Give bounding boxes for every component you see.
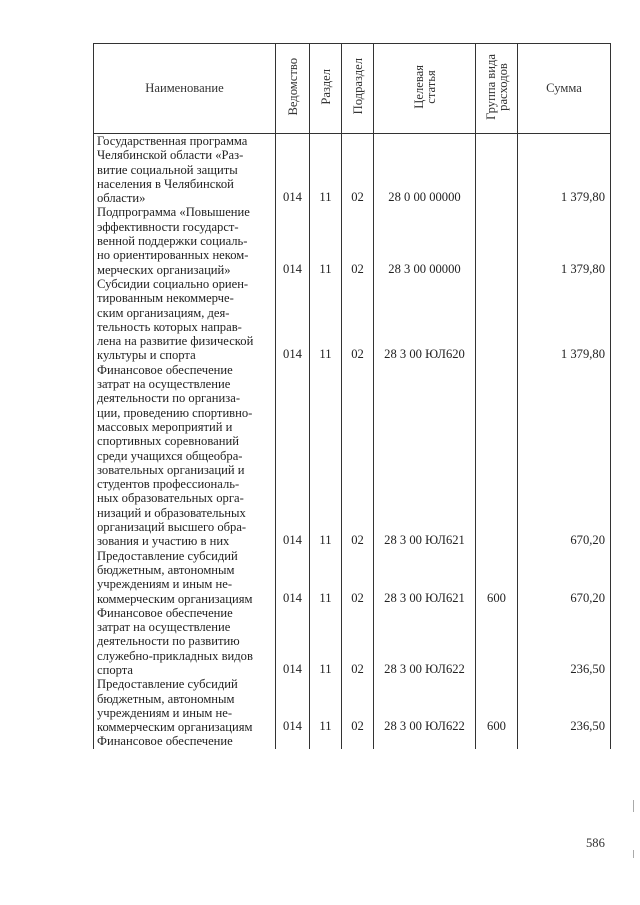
table-row (94, 277, 611, 363)
name-line: Финансовое обеспечение (97, 605, 233, 620)
expense-group-cell (476, 734, 518, 748)
department-cell: 014 (276, 363, 310, 549)
target-article-cell (374, 734, 476, 748)
subsection-cell (342, 734, 374, 748)
target-article-cell: 28 0 00 00000 (374, 134, 476, 206)
department-cell: 014 (276, 549, 310, 606)
section-cell: 11 (310, 277, 342, 363)
page-number: 586 (586, 836, 605, 850)
name-line: тированным некоммерче- (97, 291, 234, 306)
header-name: Наименование (94, 44, 276, 134)
sum-cell: 1 379,80 (518, 134, 611, 206)
name-line: учреждениям и иным не- (97, 577, 233, 592)
name-line: студентов профессиональ- (97, 477, 240, 492)
name-line: ных образовательных орга- (97, 491, 244, 506)
subsection-cell: 02 (342, 277, 374, 363)
table-body (94, 134, 611, 749)
table-row (94, 205, 611, 276)
section-cell: 11 (310, 606, 342, 677)
table-row (94, 363, 611, 549)
header-target-article: Целевая статья (374, 44, 476, 134)
name-line: Челябинской области «Раз- (97, 148, 244, 163)
name-line: спортивных соревнований (97, 434, 239, 449)
table-header (94, 44, 611, 134)
name-line: организаций высшего обра- (97, 520, 247, 535)
row-name-cell (94, 205, 276, 276)
section-cell: 11 (310, 677, 342, 734)
name-line: культуры и спорта (97, 348, 196, 363)
name-line: служебно-прикладных видов (97, 648, 253, 663)
section-cell: 11 (310, 205, 342, 276)
expense-group-cell (476, 277, 518, 363)
row-name-cell (94, 606, 276, 677)
header-sum: Сумма (518, 44, 611, 134)
name-line: затрат на осуществление (97, 377, 231, 392)
name-line: населения в Челябинской (97, 176, 234, 191)
department-cell: 014 (276, 205, 310, 276)
department-cell: 014 (276, 277, 310, 363)
target-article-cell: 28 3 00 ЮЛ621 (374, 549, 476, 606)
subsection-cell: 02 (342, 677, 374, 734)
name-line: бюджетным, автономным (97, 691, 235, 706)
name-line: эффективности государст- (97, 219, 239, 234)
name-line: массовых мероприятий и (97, 419, 233, 434)
row-name-cell (94, 134, 276, 206)
name-line: зования и участию в них (97, 534, 230, 549)
row-name-cell (94, 549, 276, 606)
scan-edge-mark (633, 850, 634, 858)
name-line: коммерческим организациям (97, 591, 253, 606)
expense-group-cell: 600 (476, 677, 518, 734)
name-line: тельность которых направ- (97, 319, 242, 334)
expense-group-cell (476, 205, 518, 276)
table-row (94, 549, 611, 606)
scan-edge-mark (633, 800, 634, 812)
name-line: Субсидии социально ориен- (97, 276, 249, 291)
name-line: спорта (97, 662, 134, 677)
expense-group-cell: 600 (476, 549, 518, 606)
target-article-cell: 28 3 00 ЮЛ622 (374, 606, 476, 677)
name-line: Финансовое обеспечение (97, 362, 233, 377)
name-line: низаций и образовательных (97, 505, 246, 520)
subsection-cell: 02 (342, 205, 374, 276)
header-expense-group: Группа вида расходов (476, 44, 518, 134)
name-line: Предоставление субсидий (97, 548, 238, 563)
name-line: венной поддержки социаль- (97, 234, 248, 249)
section-cell (310, 734, 342, 748)
row-name-cell (94, 277, 276, 363)
header-department: Ведомство (276, 44, 310, 134)
department-cell: 014 (276, 134, 310, 206)
header-subsection: Подраздел (342, 44, 374, 134)
sum-cell: 236,50 (518, 606, 611, 677)
expense-group-cell (476, 134, 518, 206)
name-line: Подпрограмма «Повышение (97, 205, 250, 220)
department-cell: 014 (276, 677, 310, 734)
name-line: Финансовое обеспечение (97, 734, 233, 749)
target-article-cell: 28 3 00 ЮЛ622 (374, 677, 476, 734)
row-name-cell (94, 363, 276, 549)
name-line: но ориентированных неком- (97, 248, 249, 263)
budget-table (93, 43, 611, 749)
section-cell: 11 (310, 134, 342, 206)
target-article-cell: 28 3 00 ЮЛ620 (374, 277, 476, 363)
name-line: деятельности по организа- (97, 391, 241, 406)
name-line: Предоставление субсидий (97, 677, 238, 692)
section-cell: 11 (310, 549, 342, 606)
sum-cell (518, 734, 611, 748)
row-name-cell (94, 734, 276, 748)
subsection-cell: 02 (342, 134, 374, 206)
row-name-cell (94, 677, 276, 734)
expense-group-cell (476, 606, 518, 677)
name-line: ции, проведению спортивно- (97, 405, 253, 420)
name-line: среди учащихся общеобра- (97, 448, 243, 463)
department-cell (276, 734, 310, 748)
name-line: Государственная программа (97, 134, 248, 148)
name-line: коммерческим организациям (97, 720, 253, 735)
sum-cell: 670,20 (518, 363, 611, 549)
name-line: зовательных организаций и (97, 462, 245, 477)
section-cell: 11 (310, 363, 342, 549)
table-row (94, 134, 611, 206)
name-line: витие социальной защиты (97, 162, 238, 177)
sum-cell: 670,20 (518, 549, 611, 606)
name-line: области» (97, 191, 146, 206)
sum-cell: 1 379,80 (518, 277, 611, 363)
name-line: мерческих организаций» (97, 262, 231, 277)
subsection-cell: 02 (342, 606, 374, 677)
target-article-cell: 28 3 00 ЮЛ621 (374, 363, 476, 549)
name-line: учреждениям и иным не- (97, 705, 233, 720)
subsection-cell: 02 (342, 549, 374, 606)
expense-group-cell (476, 363, 518, 549)
sum-cell: 236,50 (518, 677, 611, 734)
department-cell: 014 (276, 606, 310, 677)
table-row (94, 677, 611, 734)
name-line: ским организациям, дея- (97, 305, 230, 320)
table-row (94, 606, 611, 677)
table-row (94, 734, 611, 748)
name-line: бюджетным, автономным (97, 562, 235, 577)
target-article-cell: 28 3 00 00000 (374, 205, 476, 276)
subsection-cell: 02 (342, 363, 374, 549)
name-line: деятельности по развитию (97, 634, 240, 649)
sum-cell: 1 379,80 (518, 205, 611, 276)
name-line: затрат на осуществление (97, 620, 231, 635)
name-line: лена на развитие физической (97, 334, 254, 349)
header-section: Раздел (310, 44, 342, 134)
